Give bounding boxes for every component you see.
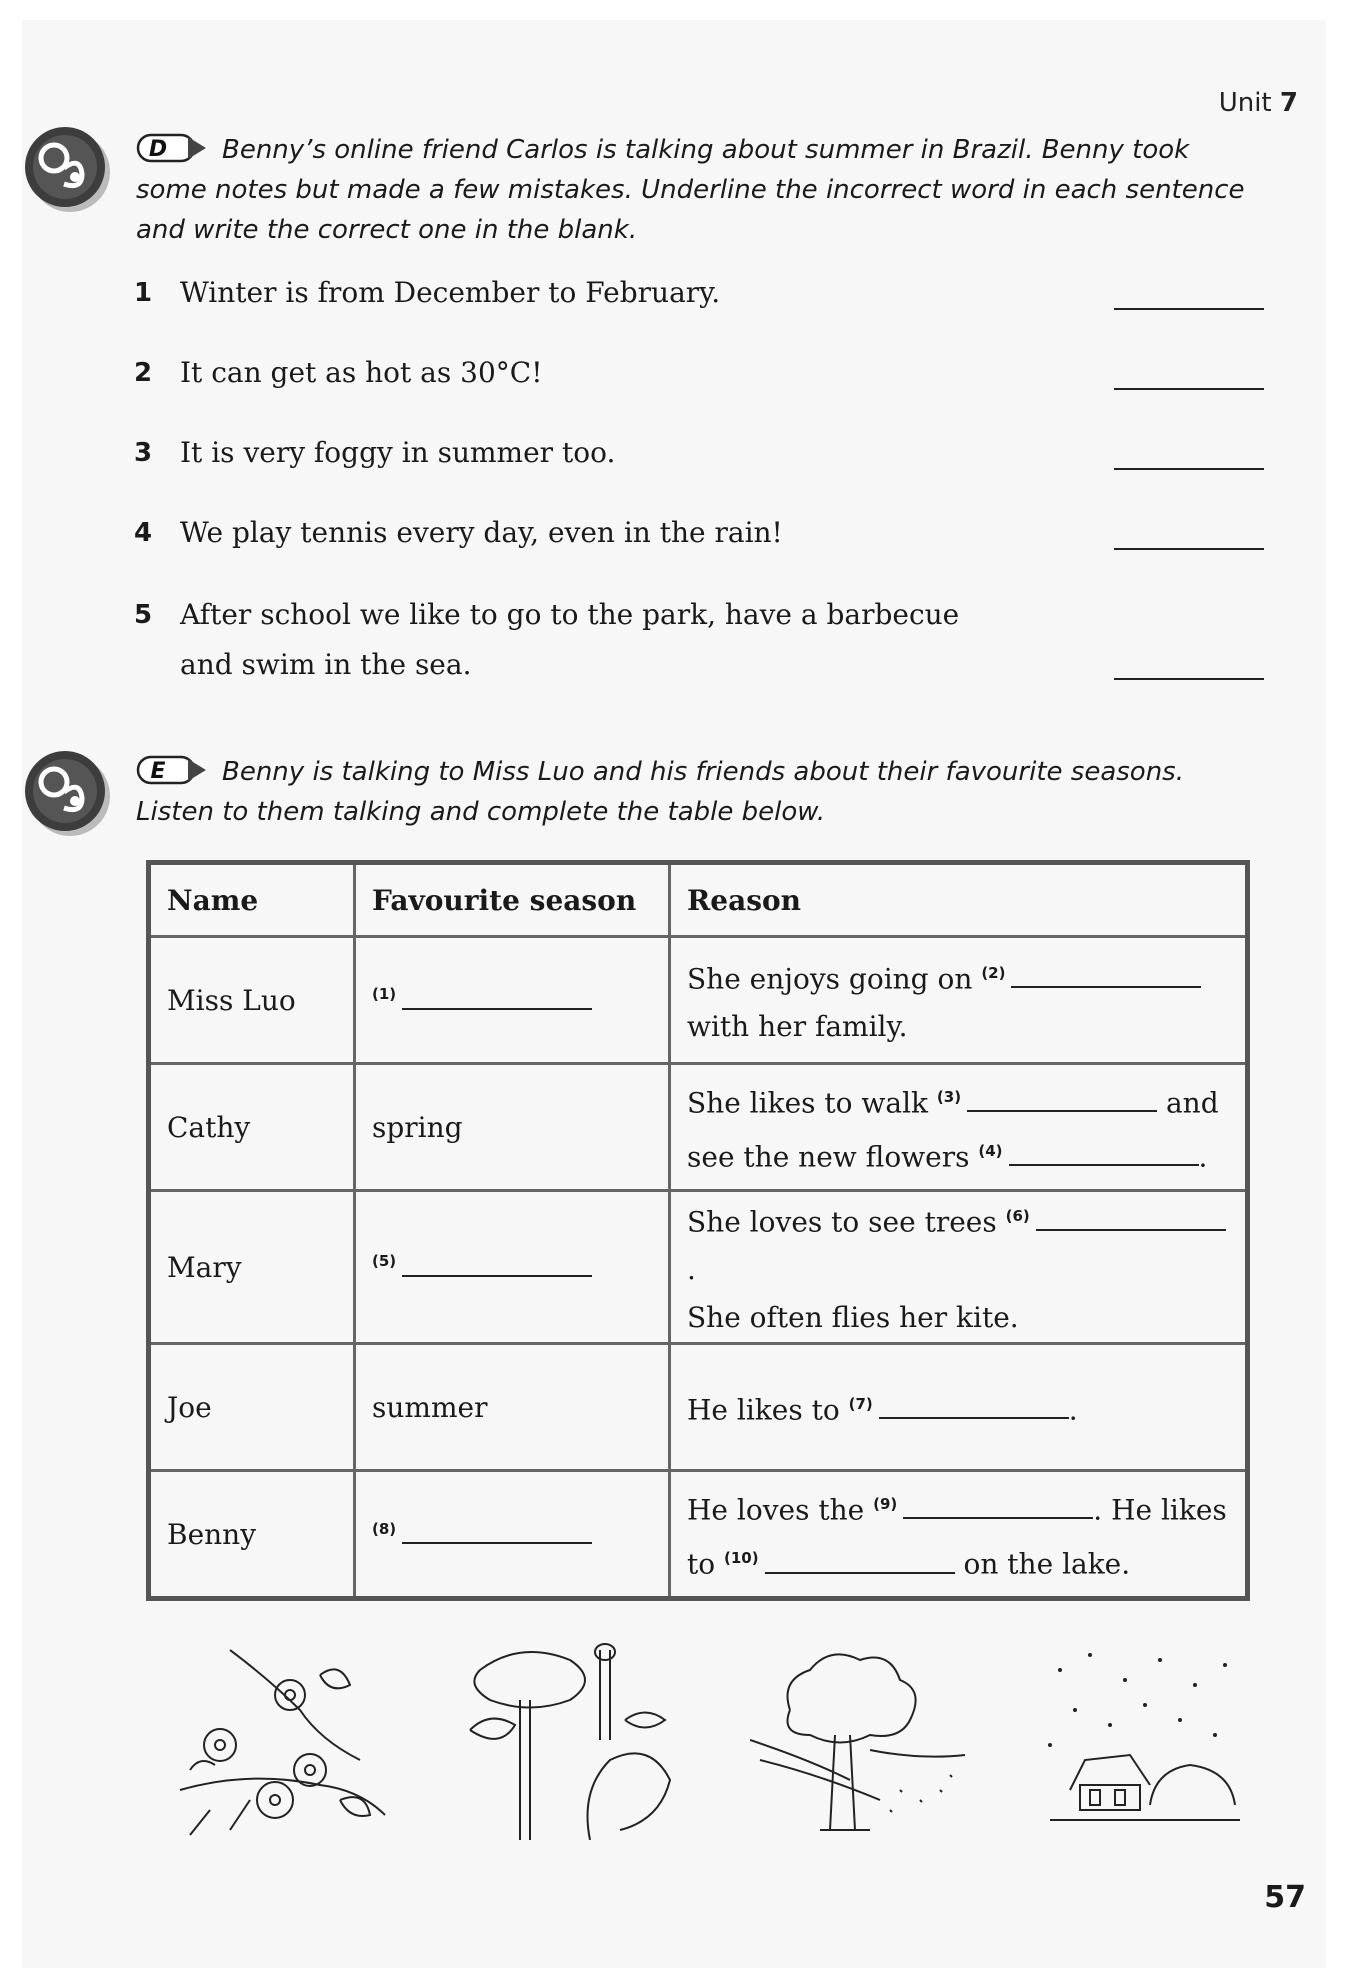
cell-reason: She enjoys going on $^{(2)}$ with her family.: [670, 937, 1248, 1064]
blank-4[interactable]: [1009, 1163, 1199, 1166]
table-row: [149, 937, 1248, 1064]
seasons-table: [146, 860, 1250, 1601]
table-row: [149, 1471, 1248, 1599]
autumn-tree-icon: [750, 1640, 970, 1840]
cell-name: Miss Luo: [149, 937, 355, 1064]
blank-7[interactable]: [879, 1416, 1069, 1419]
header-name: Name: [149, 863, 355, 937]
cell-reason: He loves the $^{(9)}$ . He likes to $^{(10)}$ on the lake.: [670, 1471, 1248, 1599]
table-row: [149, 1344, 1248, 1471]
cell-season: summer: [355, 1344, 670, 1471]
cell-season[interactable]: (8): [355, 1471, 670, 1599]
cell-name: Joe: [149, 1344, 355, 1471]
answer-blank-4[interactable]: [1114, 548, 1264, 550]
table-header-row: [149, 863, 1248, 937]
blank-3[interactable]: [967, 1109, 1157, 1112]
exercise-e-letter: E: [150, 758, 166, 784]
answer-blank-5[interactable]: [1114, 678, 1264, 680]
answer-blank-1[interactable]: [1114, 308, 1264, 310]
summer-lotus-icon: [460, 1640, 680, 1840]
blank-9[interactable]: [903, 1516, 1093, 1519]
unit-label: Unit 7: [1218, 88, 1298, 118]
audio-cd-icon: [20, 746, 110, 836]
exercise-e-instruction: E Benny is talking to Miss Luo and his friends about their favourite seasons. Listen to them talking and complete the table below.: [136, 752, 1246, 832]
season-pictures: [150, 1640, 1260, 1840]
exercise-e-badge-icon: [136, 755, 212, 785]
answer-blank-3[interactable]: [1114, 468, 1264, 470]
blank-10[interactable]: [765, 1571, 955, 1574]
cell-season[interactable]: (1): [355, 937, 670, 1064]
cell-name: Cathy: [149, 1064, 355, 1191]
cell-reason: She likes to walk $^{(3)}$ and see the new flowers $^{(4)}$ .: [670, 1064, 1248, 1191]
cell-season[interactable]: (5): [355, 1191, 670, 1344]
table-row: [149, 1064, 1248, 1191]
cell-reason: He likes to $^{(7)}$ .: [670, 1344, 1248, 1471]
exercise-d-badge-icon: [136, 133, 212, 163]
winter-snow-icon: [1030, 1640, 1250, 1840]
spring-blossom-icon: [170, 1640, 390, 1840]
table-row: [149, 1191, 1248, 1344]
cell-season: spring: [355, 1064, 670, 1191]
cell-name: Benny: [149, 1471, 355, 1599]
audio-cd-icon: [20, 122, 110, 212]
header-season: Favourite season: [355, 863, 670, 937]
blank-2[interactable]: [1011, 985, 1201, 988]
header-reason: Reason: [670, 863, 1248, 937]
exercise-d-letter: D: [148, 136, 168, 162]
cell-reason: She loves to see trees $^{(6)}$. She often flies her kite.: [670, 1191, 1248, 1344]
answer-blank-2[interactable]: [1114, 388, 1264, 390]
cell-name: Mary: [149, 1191, 355, 1344]
exercise-d-instruction: D Benny’s online friend Carlos is talking about summer in Brazil. Benny took some notes but made a few mistakes. Underline the incorrect word in each sentence and write the correct one in the blank.: [136, 130, 1246, 250]
blank-6[interactable]: [1036, 1228, 1226, 1231]
page-number: 57: [1264, 1880, 1306, 1915]
